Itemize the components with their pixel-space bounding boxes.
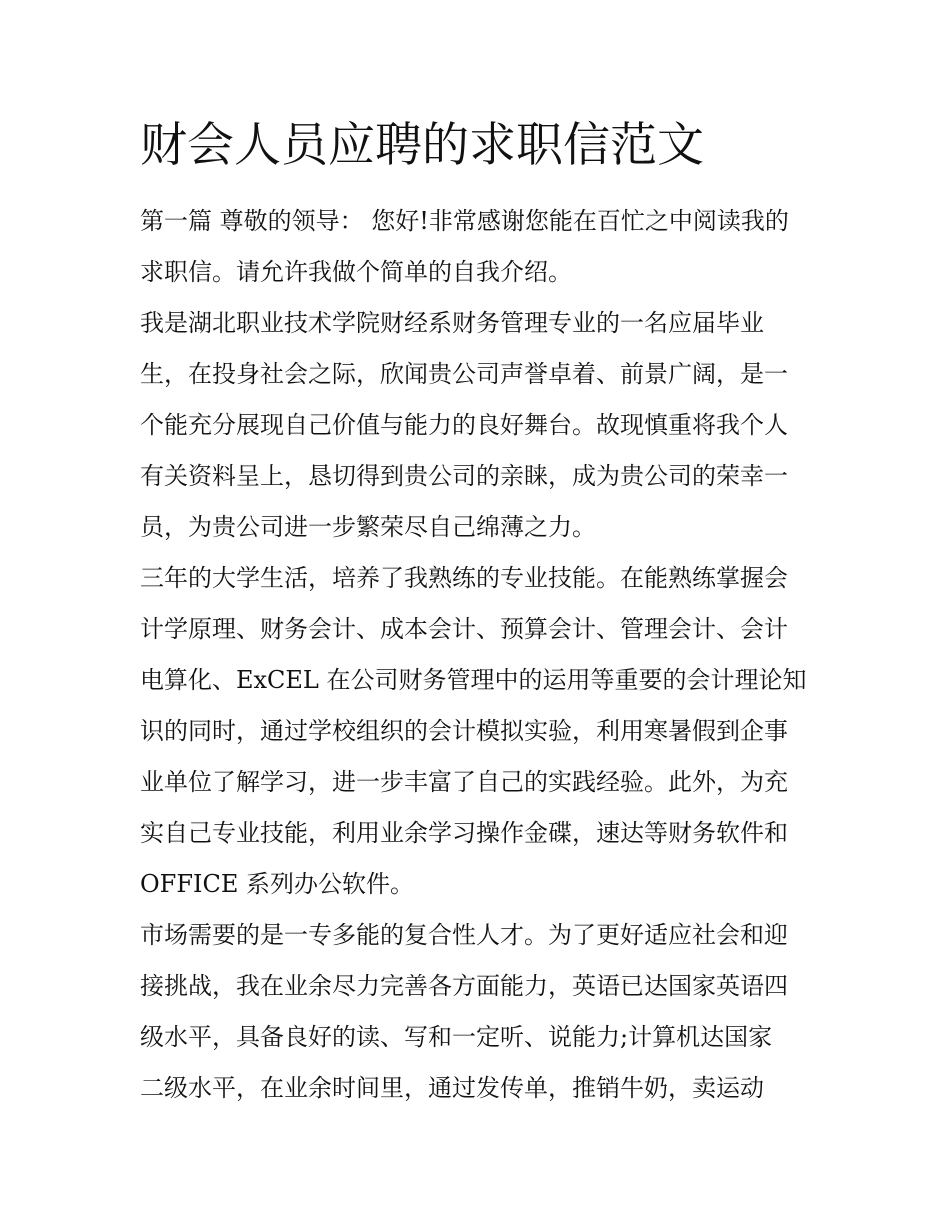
text-line: 实自己专业技能，利用业余学习操作金碟，速达等财务软件和 bbox=[140, 819, 788, 847]
text-line: 二级水平，在业余时间里，通过发传单，推销牛奶，卖运动 bbox=[140, 1074, 764, 1102]
text-line: 个能充分展现自己价值与能力的良好舞台。故现慎重将我个人 bbox=[140, 411, 788, 439]
text-line: 业单位了解学习，进一步丰富了自己的实践经验。此外，为充 bbox=[140, 768, 788, 796]
text-line: 第一篇 尊敬的领导： 您好!非常感谢您能在百忙之中阅读我的 bbox=[140, 207, 789, 235]
text-line: 识的同时，通过学校组织的会计模拟实验，利用寒暑假到企事 bbox=[140, 717, 788, 745]
text-line: OFFICE 系列办公软件。 bbox=[140, 870, 414, 898]
text-line: 级水平，具备良好的读、写和一定听、说能力;计算机达国家 bbox=[140, 1023, 773, 1051]
text-line: 三年的大学生活，培养了我熟练的专业技能。在能熟练掌握会 bbox=[140, 564, 788, 592]
text-line: 市场需要的是一专多能的复合性人才。为了更好适应社会和迎 bbox=[140, 921, 788, 949]
text-line: 电算化、ExCEL 在公司财务管理中的运用等重要的会计理论知 bbox=[140, 666, 807, 694]
text-line: 有关资料呈上，恳切得到贵公司的亲睐，成为贵公司的荣幸一 bbox=[140, 462, 788, 490]
text-line: 计学原理、财务会计、成本会计、预算会计、管理会计、会计 bbox=[140, 615, 788, 643]
document-title: 财会人员应聘的求职信范文 bbox=[140, 118, 704, 173]
text-line: 我是湖北职业技术学院财经系财务管理专业的一名应届毕业 bbox=[140, 309, 764, 337]
document-body bbox=[140, 196, 820, 1114]
text-line: 生，在投身社会之际，欣闻贵公司声誉卓着、前景广阔，是一 bbox=[140, 360, 788, 388]
text-line: 求职信。请允许我做个简单的自我介绍。 bbox=[140, 258, 572, 286]
text-line: 员，为贵公司进一步繁荣尽自己绵薄之力。 bbox=[140, 513, 596, 541]
text-line: 接挑战，我在业余尽力完善各方面能力，英语已达国家英语四 bbox=[140, 972, 788, 1000]
